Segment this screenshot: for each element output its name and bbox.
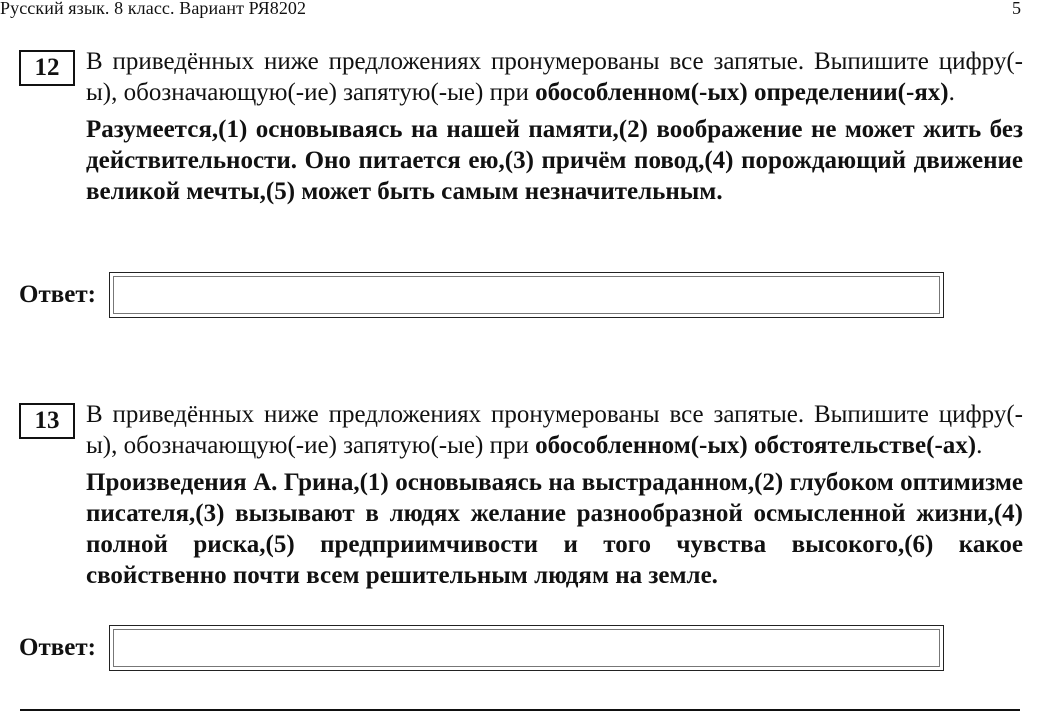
bottom-divider bbox=[20, 709, 1020, 711]
answer-field[interactable] bbox=[109, 272, 944, 318]
page-number: 5 bbox=[1012, 0, 1021, 18]
page-header-title: Русский язык. 8 класс. Вариант РЯ8202 bbox=[0, 0, 307, 18]
answer-input-area[interactable] bbox=[113, 276, 940, 314]
answer-row bbox=[19, 272, 944, 318]
answer-row bbox=[19, 625, 944, 671]
task-number-box: 13 bbox=[19, 403, 75, 439]
task-sentences: Разумеется,(1) основываясь на нашей памяти,(2) воображение не может жить без действительности. Оно питается ею,(3) причём повод,(4) порождающий движение великой мечты,(5) может быть самым незначительным. bbox=[86, 116, 1023, 205]
answer-field[interactable] bbox=[109, 625, 944, 671]
answer-label: Ответ: bbox=[19, 634, 96, 661]
answer-input-area[interactable] bbox=[113, 629, 940, 667]
instruction-emphasis: обособленном(-ых) определении(-ях) bbox=[535, 79, 949, 106]
answer-label: Ответ: bbox=[19, 281, 96, 308]
instruction-end: . bbox=[976, 432, 983, 459]
task-number-box: 12 bbox=[19, 50, 75, 86]
instruction-end: . bbox=[948, 79, 955, 106]
task-body bbox=[86, 46, 1023, 207]
instruction-emphasis: обособленном(-ых) обстоятельстве(-ах) bbox=[535, 432, 977, 459]
task-body bbox=[86, 399, 1023, 591]
instruction-text: В приведённых ниже предложениях пронумерованы все запятые. Выпишите цифру(-ы), обозначающую(-ие) запятую(-ые) при bbox=[86, 401, 1023, 459]
task-instruction bbox=[86, 46, 1023, 108]
task-sentences: Произведения А. Грина,(1) основываясь на выстраданном,(2) глубоком оптимизме писателя,(3) вызывают в людях желание разнообразной осмысленной жизни,(4) полной риска,(5) предприимчивости и того чувства высокого,(6) какое свойственно почти всем решительным людям на земле. bbox=[86, 469, 1023, 589]
instruction-text: В приведённых ниже предложениях пронумерованы все запятые. Выпишите цифру(-ы), обозначающую(-ие) запятую(-ые) при bbox=[86, 48, 1023, 106]
task-instruction bbox=[86, 399, 1023, 461]
